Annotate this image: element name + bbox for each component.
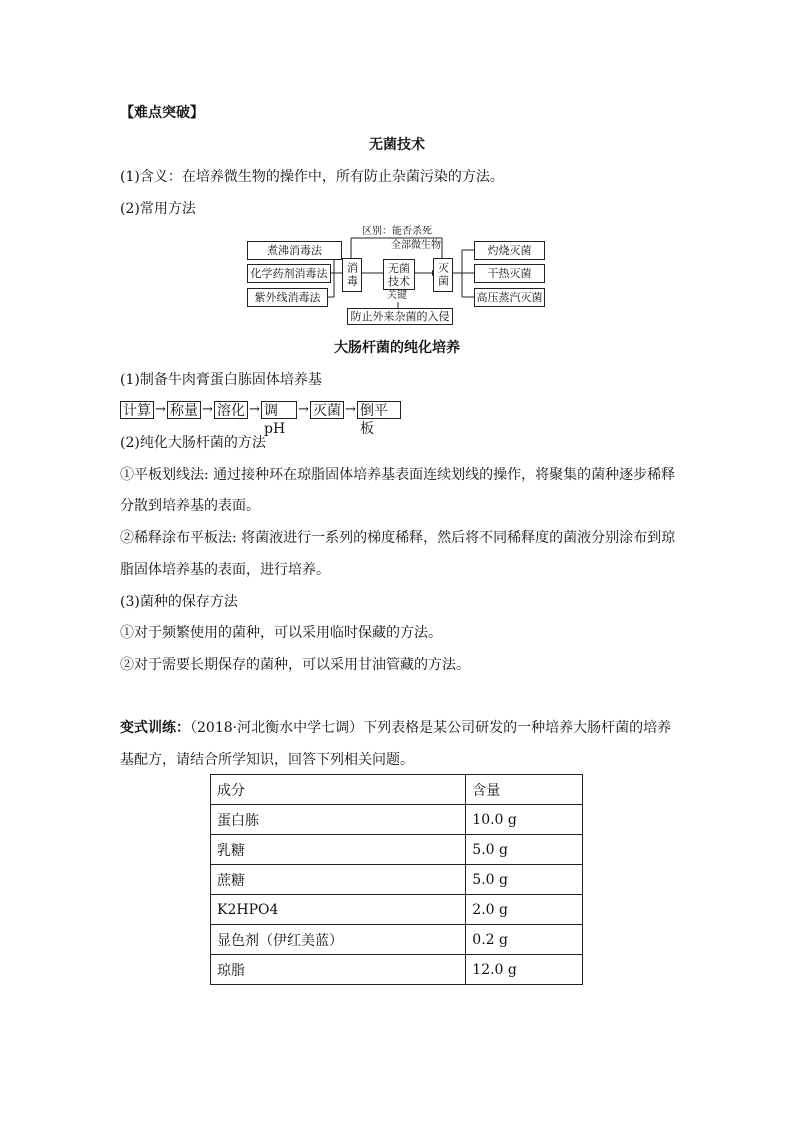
table-row bbox=[211, 835, 583, 865]
flow-arrow: → bbox=[249, 402, 260, 417]
table-cell-component: 琼脂 bbox=[211, 955, 466, 985]
save-heading: (3)菌种的保存方法 bbox=[120, 594, 238, 610]
ecoli-title: 大肠杆菌的纯化培养 bbox=[334, 340, 460, 356]
table-cell-component: 显色剂（伊红美蓝） bbox=[211, 925, 466, 955]
diagram-center: 无菌技术 bbox=[383, 259, 415, 290]
diagram-right-item: 灼烧灭菌 bbox=[474, 241, 545, 260]
medium-recipe-table bbox=[210, 774, 583, 985]
diagram-right-item: 高压蒸汽灭菌 bbox=[474, 288, 545, 307]
table-cell-component: 蔗糖 bbox=[211, 865, 466, 895]
prep-steps-flow bbox=[120, 401, 390, 437]
table-row bbox=[211, 925, 583, 955]
sterile-methods-heading: (2)常用方法 bbox=[120, 201, 196, 217]
sterile-title: 无菌技术 bbox=[369, 137, 425, 153]
table-cell-amount: 5.0 g bbox=[466, 835, 583, 865]
table-header-cell: 成分 bbox=[211, 775, 466, 805]
pure-heading: (2)纯化大肠杆菌的方法 bbox=[120, 435, 266, 451]
table-header-cell: 含量 bbox=[466, 775, 583, 805]
flow-arrow: → bbox=[202, 402, 213, 417]
diagram-top-label: 区别：能否杀死 bbox=[362, 226, 432, 237]
diagram-top-sub: 全部微生物 bbox=[391, 240, 441, 251]
flow-arrow: → bbox=[298, 402, 309, 417]
exercise-label: 变式训练： bbox=[120, 720, 190, 736]
sterile-meaning: (1)含义：在培养微生物的操作中，所有防止杂菌污染的方法。 bbox=[120, 169, 504, 185]
table-row bbox=[211, 865, 583, 895]
exercise-text: （2018·河北衡水中学七调）下列表格是某公司研发的一种培养大肠杆菌的培养 bbox=[190, 720, 672, 736]
exercise-line1 bbox=[120, 718, 671, 738]
streak-method-line2: 分散到培养基的表面。 bbox=[120, 498, 260, 514]
ecoli-prep-heading: (1)制备牛肉膏蛋白胨固体培养基 bbox=[120, 372, 322, 388]
table-cell-amount: 0.2 g bbox=[466, 925, 583, 955]
flow-arrow: → bbox=[345, 402, 356, 417]
streak-method-line1: ①平板划线法: 通过接种环在琼脂固体培养基表面连续划线的操作，将聚集的菌种逐步稀释 bbox=[120, 467, 676, 483]
diagram-right-item: 干热灭菌 bbox=[474, 264, 545, 283]
step-box: 倒平板 bbox=[357, 401, 401, 419]
table-cell-amount: 5.0 g bbox=[466, 865, 583, 895]
step-box: 调 pH bbox=[261, 401, 297, 419]
table-row bbox=[211, 895, 583, 925]
save-method-2: ②对于需要长期保存的菌种，可以采用甘油管藏的方法。 bbox=[120, 657, 470, 673]
sterile-technique-diagram bbox=[0, 0, 794, 340]
step-box: 计算 bbox=[120, 401, 154, 419]
table-cell-component: 乳糖 bbox=[211, 835, 466, 865]
table-cell-amount: 12.0 g bbox=[466, 955, 583, 985]
table-row bbox=[211, 805, 583, 835]
table-row bbox=[211, 955, 583, 985]
save-method-1: ①对于频繁使用的菌种，可以采用临时保藏的方法。 bbox=[120, 625, 442, 641]
step-box: 灭菌 bbox=[310, 401, 344, 419]
table-cell-amount: 2.0 g bbox=[466, 895, 583, 925]
table-cell-component: 蛋白胨 bbox=[211, 805, 466, 835]
section-heading: 【难点突破】 bbox=[120, 105, 204, 121]
diagram-sterilize: 灭菌 bbox=[433, 258, 453, 292]
spread-method-line2: 脂固体培养基的表面，进行培养。 bbox=[120, 562, 330, 578]
step-box: 溶化 bbox=[214, 401, 248, 419]
spread-method-line1: ②稀释涂布平板法: 将菌液进行一系列的梯度稀释，然后将不同稀释度的菌液分别涂布到琼 bbox=[120, 530, 676, 546]
exercise-line2: 基配方，请结合所学知识，回答下列相关问题。 bbox=[120, 752, 414, 768]
flow-arrow: → bbox=[155, 402, 166, 417]
diagram-key-label: 关键 bbox=[387, 290, 407, 301]
step-box: 称量 bbox=[167, 401, 201, 419]
diagram-left-item: 化学药剂消毒法 bbox=[247, 264, 331, 283]
table-header-row bbox=[211, 775, 583, 805]
diagram-disinfect: 消毒 bbox=[342, 258, 362, 292]
diagram-bottom-box: 防止外来杂菌的入侵 bbox=[347, 308, 453, 325]
table-cell-component: K2HPO4 bbox=[211, 895, 466, 925]
diagram-left-item: 紫外线消毒法 bbox=[247, 288, 328, 307]
table-cell-amount: 10.0 g bbox=[466, 805, 583, 835]
diagram-left-item: 煮沸消毒法 bbox=[247, 241, 342, 260]
